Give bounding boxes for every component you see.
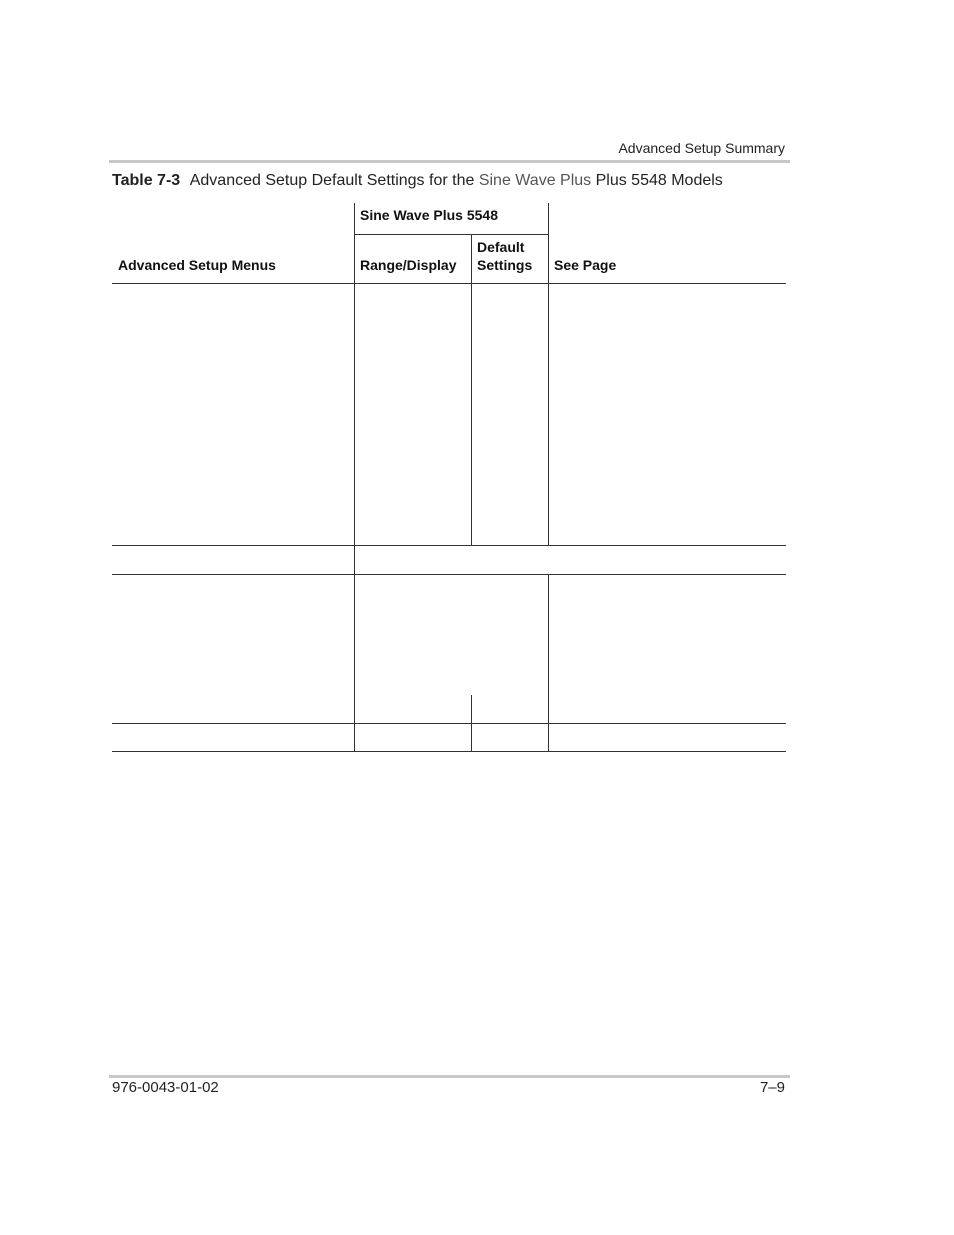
table-caption-label: Table 7-3 <box>112 172 181 189</box>
footer-doc-number: 976-0043-01-02 <box>112 1079 219 1096</box>
header-bottom-border <box>112 283 786 284</box>
header-rule <box>109 160 790 163</box>
running-header: Advanced Setup Summary <box>618 140 785 156</box>
footer-rule <box>109 1075 790 1078</box>
table-caption-text: Advanced Setup Default Settings for the <box>189 172 475 189</box>
col-header-menus: Advanced Setup Menus <box>118 257 276 273</box>
column-divider <box>471 695 472 751</box>
group-header-divider <box>354 234 549 235</box>
table-bottom-border <box>112 751 786 752</box>
column-divider <box>471 234 472 545</box>
footer-page-number: 7–9 <box>759 1079 785 1096</box>
table-caption-product: Sine Wave Plus <box>478 172 592 189</box>
col-header-see-page: See Page <box>554 257 617 273</box>
col-header-range: Range/Display <box>360 257 457 273</box>
column-divider <box>548 574 549 751</box>
column-divider <box>548 203 549 545</box>
column-divider <box>354 203 355 751</box>
col-header-default-line1: Default <box>477 239 525 255</box>
row-divider <box>112 545 786 546</box>
table-caption-text-after: Plus 5548 Models <box>595 172 723 189</box>
table-caption <box>112 172 723 190</box>
row-divider <box>112 723 786 724</box>
row-divider <box>112 574 786 575</box>
col-header-default-line2: Settings <box>477 257 533 273</box>
group-header: Sine Wave Plus 5548 <box>360 207 498 223</box>
